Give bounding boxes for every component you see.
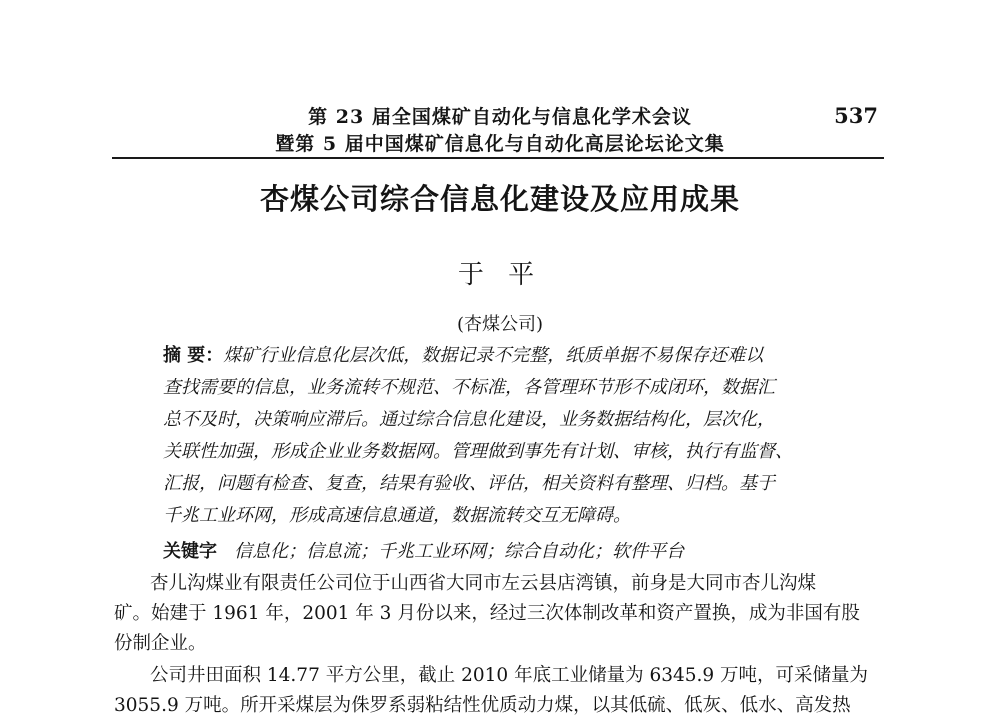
abstract-line: 查找需要的信息，业务流转不规范、不标准，各管理环节形不成闭环，数据汇 bbox=[163, 377, 775, 398]
keywords-label: 关键字 bbox=[163, 541, 217, 562]
abstract bbox=[163, 340, 863, 532]
keywords-text: 信息化；信息流；千兆工业环网；综合自动化；软件平台 bbox=[234, 541, 685, 562]
body-line: 3055.9 万吨。所开采煤层为侏罗系弱粘结性优质动力煤，以其低硫、低灰、低水、高发热 bbox=[114, 695, 851, 716]
body-line: 公司井田面积 14.77 平方公里，截止 2010 年底工业储量为 6345.9 万吨，可采储量为 bbox=[150, 665, 869, 686]
abstract-line: 汇报，问题有检查、复查，结果有验收、评估，相关资料有整理、归档。基于 bbox=[163, 473, 775, 494]
header-divider bbox=[112, 157, 884, 159]
keywords bbox=[163, 537, 684, 567]
conference-title: 第 23 届全国煤矿自动化与信息化学术会议 bbox=[308, 106, 692, 128]
conference-subtitle: 暨第 5 届中国煤矿信息化与自动化高层论坛论文集 bbox=[275, 133, 725, 155]
body-line: 杏儿沟煤业有限责任公司位于山西省大同市左云县店湾镇，前身是大同市杏儿沟煤 bbox=[150, 573, 817, 594]
abstract-label: 摘 要： bbox=[163, 345, 224, 366]
abstract-line: 关联性加强，形成企业业务数据网。管理做到事先有计划、审核，执行有监督、 bbox=[163, 441, 793, 462]
abstract-line: 摘 要：煤矿行业信息化层次低，数据记录不完整，纸质单据不易保存还难以 bbox=[163, 345, 764, 366]
body-paragraph-1 bbox=[114, 569, 890, 659]
page-number: 537 bbox=[834, 103, 878, 128]
body-paragraph-2 bbox=[114, 661, 890, 721]
body-line: 份制企业。 bbox=[114, 633, 207, 654]
author-name: 于 平 bbox=[457, 260, 543, 290]
body-line: 矿。始建于 1961 年，2001 年 3 月份以来，经过三次体制改革和资产置换，成为非国有股 bbox=[114, 603, 860, 624]
abstract-line: 千兆工业环网，形成高速信息通道，数据流转交互无障碍。 bbox=[163, 505, 631, 526]
author-affiliation: (杏煤公司) bbox=[456, 314, 544, 335]
article-title: 杏煤公司综合信息化建设及应用成果 bbox=[259, 182, 740, 216]
abstract-line: 总不及时，决策响应滞后。通过综合信息化建设，业务数据结构化，层次化， bbox=[163, 409, 775, 430]
